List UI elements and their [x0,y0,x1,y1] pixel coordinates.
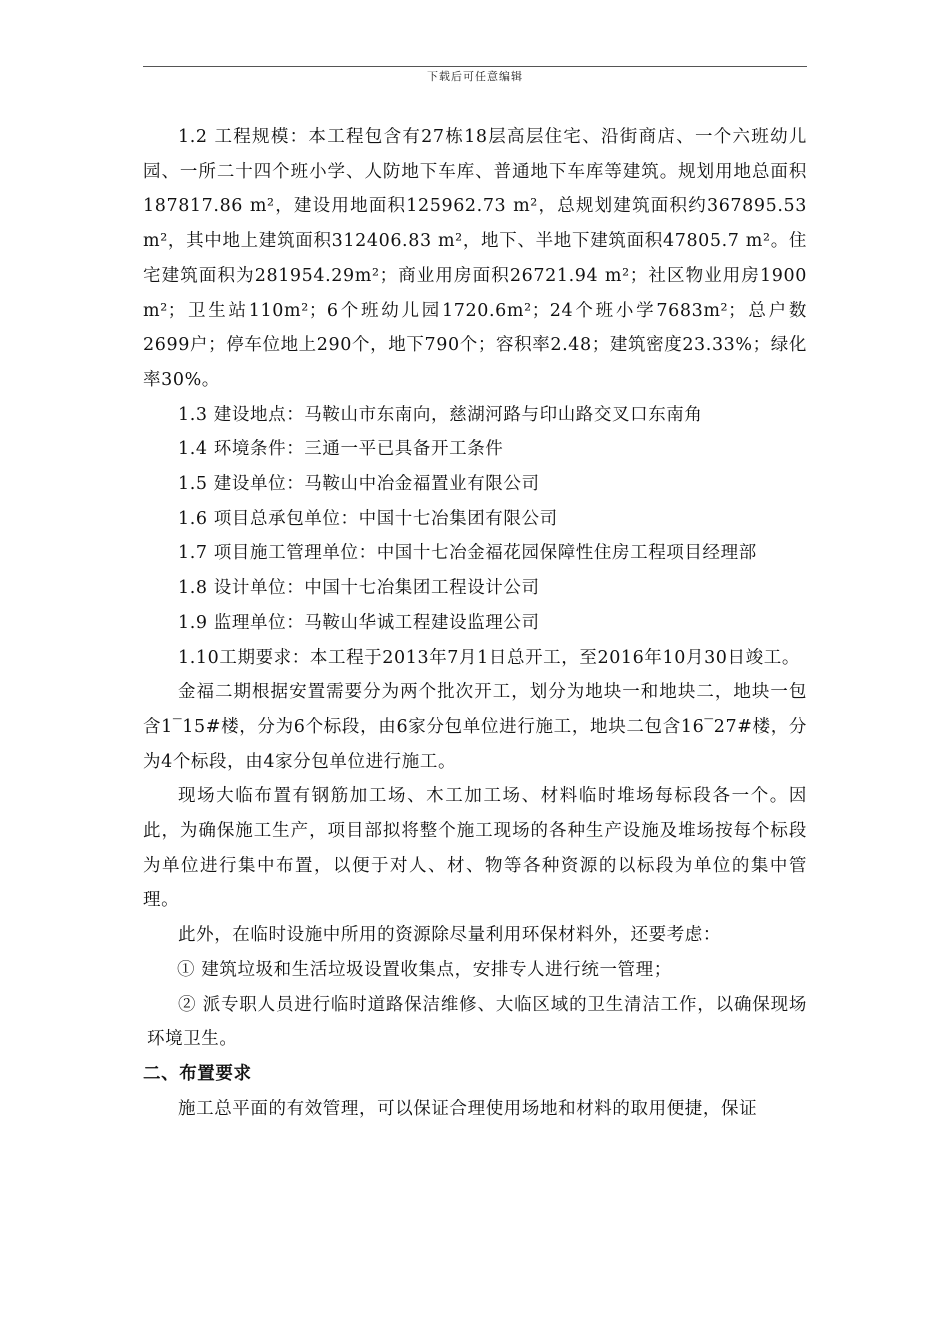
paragraph-site-layout: 现场大临布置有钢筋加工场、木工加工场、材料临时堆场每标段各一个。因此，为确保施工生产，项目部拟将整个施工现场的各种生产设施及堆场按每个标段为单位进行集中布置，以便于对人、材、物等各种资源的以标段为单位的集中管理。 [143,786,807,911]
section-heading: 二、布置要求 [143,1063,252,1084]
paragraph-layout-requirements: 施工总平面的有效管理，可以保证合理使用场地和材料的取用便捷，保证 [178,1098,758,1119]
paragraph-construction-manager: 1.7 项目施工管理单位：中国十七冶金福花园保障性住房工程项目经理部 [178,543,757,564]
paragraph-design-unit: 1.8 设计单位：中国十七冶集团工程设计公司 [178,578,540,599]
paragraph-general-contractor: 1.6 项目总承包单位：中国十七冶集团有限公司 [178,508,558,529]
document-body [143,120,807,1126]
paragraph-supervision-unit: 1.9 监理单位：马鞍山华诚工程建设监理公司 [178,612,540,633]
list-item-waste-collection: ① 建筑垃圾和生活垃圾设置收集点，安排专人进行统一管理； [177,959,672,980]
paragraph-project-scale: 1.2 工程规模：本工程包含有27栋18层高层住宅、沿街商店、一个六班幼儿园、一所二十四个班小学、人防地下车库、普通地下车库等建筑。规划用地总面积187817.86 m²，建设用地面积125962.73 m²，总规划建筑面积约367895.53 m²，其中地上建筑面积312406.83 m²，地下、半地下建筑面积47805.7 m²。住宅建筑面积为281954.29m²；商业用房面积26721.94 m²；社区物业用房1900 m²；卫生站110m²；6个班幼儿园1720.6m²；24个班小学7683m²；总户数2699户；停车位地上290个，地下790个；容积率2.48；建筑密度23.33%；绿化率30%。 [143,127,807,390]
page-header: 下载后可任意编辑 [427,70,523,83]
paragraph-environment: 1.4 环境条件：三通一平已具备开工条件 [178,439,504,460]
paragraph-owner: 1.5 建设单位：马鞍山中冶金福置业有限公司 [178,474,540,495]
list-item-road-cleaning: ② 派专职人员进行临时道路保洁维修、大临区域的卫生清洁工作，以确保现场环境卫生。 [147,994,807,1050]
header-rule [143,66,807,67]
paragraph-site-location: 1.3 建设地点：马鞍山市东南向，慈湖河路与印山路交叉口东南角 [178,404,703,425]
paragraph-schedule: 1.10工期要求：本工程于2013年7月1日总开工，至2016年10月30日竣工。 [178,647,800,668]
paragraph-resources-intro: 此外，在临时设施中所用的资源除尽量利用环保材料外，还要考虑： [178,925,721,946]
paragraph-phase-division: 金福二期根据安置需要分为两个批次开工，划分为地块一和地块二，地块一包含1‾15#楼，分为6个标段，由6家分包单位进行施工，地块二包含16‾27#楼，分为4个标段，由4家分包单位进行施工。 [143,682,807,772]
